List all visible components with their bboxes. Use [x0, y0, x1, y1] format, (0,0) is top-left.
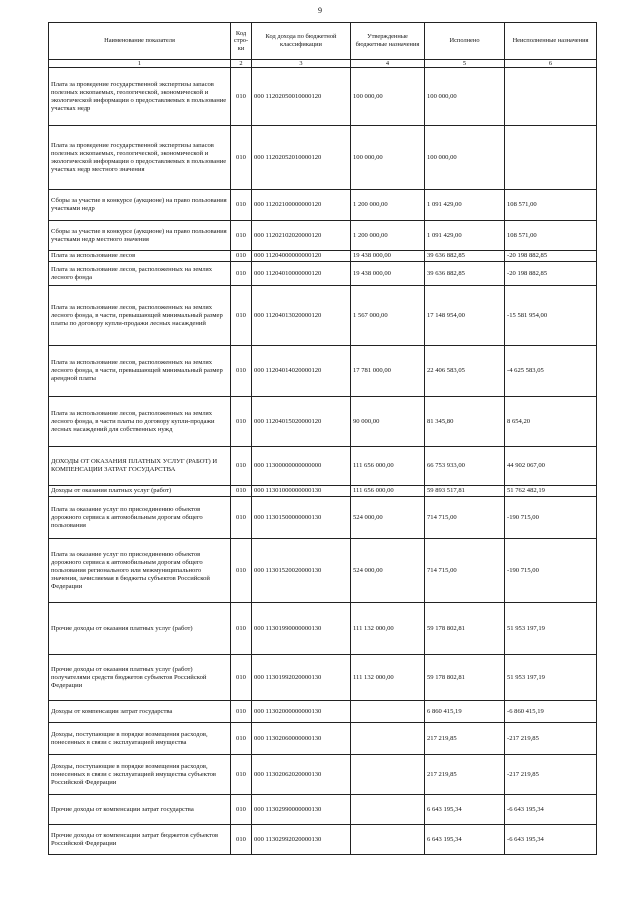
row-kbk: 000 11301500000000130	[252, 497, 351, 539]
row-unexecuted: -190 715,00	[505, 497, 597, 539]
row-code: 010	[231, 397, 252, 447]
row-kbk: 000 11300000000000000	[252, 447, 351, 486]
row-executed: 100 000,00	[425, 126, 505, 190]
row-unexecuted: -6 860 415,19	[505, 701, 597, 723]
row-executed: 6 860 415,19	[425, 701, 505, 723]
row-unexecuted: -6 643 195,34	[505, 795, 597, 825]
row-name: Доходы, поступающие в порядке возмещения расходов, понесенных в связи с эксплуатацией имущества субъектов Российской Федерации	[49, 755, 231, 795]
row-unexecuted: 8 654,20	[505, 397, 597, 447]
row-unexecuted: -217 219,85	[505, 723, 597, 755]
row-kbk: 000 11302990000000130	[252, 795, 351, 825]
row-unexecuted: 108 571,00	[505, 190, 597, 221]
row-kbk: 000 11302992020000130	[252, 825, 351, 855]
column-number: 2	[231, 60, 252, 68]
row-kbk: 000 11301990000000130	[252, 603, 351, 655]
row-unexecuted: 108 571,00	[505, 221, 597, 251]
row-code: 010	[231, 262, 252, 286]
row-executed: 81 345,80	[425, 397, 505, 447]
row-unexecuted: -20 198 882,85	[505, 262, 597, 286]
row-approved: 19 438 000,00	[351, 251, 425, 262]
row-approved: 111 132 000,00	[351, 603, 425, 655]
row-kbk: 000 11204014020000120	[252, 346, 351, 397]
column-number: 4	[351, 60, 425, 68]
row-name: ДОХОДЫ ОТ ОКАЗАНИЯ ПЛАТНЫХ УСЛУГ (РАБОТ) И КОМПЕНСАЦИИ ЗАТРАТ ГОСУДАРСТВА	[49, 447, 231, 486]
row-executed: 59 178 802,81	[425, 603, 505, 655]
row-executed: 217 219,85	[425, 723, 505, 755]
table-row	[49, 346, 597, 397]
table-row	[49, 539, 597, 603]
row-name: Плата за проведение государственной экспертизы запасов полезных ископаемых, геологической, экономической и экологической информации о предоставляемых в пользование участках недр	[49, 68, 231, 126]
row-executed: 59 893 517,81	[425, 486, 505, 497]
table-row	[49, 286, 597, 346]
row-unexecuted: -6 643 195,34	[505, 825, 597, 855]
row-kbk: 000 11204010000000120	[252, 262, 351, 286]
row-kbk: 000 11204000000000120	[252, 251, 351, 262]
column-number: 6	[505, 60, 597, 68]
row-executed: 714 715,00	[425, 539, 505, 603]
row-code: 010	[231, 251, 252, 262]
row-kbk: 000 11302062020000130	[252, 755, 351, 795]
row-code: 010	[231, 755, 252, 795]
table-row	[49, 723, 597, 755]
row-approved: 111 656 000,00	[351, 486, 425, 497]
row-code: 010	[231, 68, 252, 126]
row-unexecuted: 44 902 067,00	[505, 447, 597, 486]
row-unexecuted: -190 715,00	[505, 539, 597, 603]
table-row	[49, 221, 597, 251]
row-approved: 1 567 000,00	[351, 286, 425, 346]
row-code: 010	[231, 190, 252, 221]
row-executed: 17 148 954,00	[425, 286, 505, 346]
row-code: 010	[231, 539, 252, 603]
row-unexecuted: 51 953 197,19	[505, 655, 597, 701]
row-kbk: 000 11301000000000130	[252, 486, 351, 497]
row-name: Плата за оказание услуг по присоединению объектов дорожного сервиса к автомобильным дорогам общего пользования	[49, 497, 231, 539]
row-unexecuted	[505, 68, 597, 126]
row-executed: 1 091 429,00	[425, 221, 505, 251]
row-approved	[351, 701, 425, 723]
row-code: 010	[231, 723, 252, 755]
table-row	[49, 486, 597, 497]
row-approved	[351, 723, 425, 755]
row-code: 010	[231, 497, 252, 539]
row-approved	[351, 825, 425, 855]
row-approved	[351, 755, 425, 795]
row-name: Прочие доходы от оказания платных услуг (работ) получателями средств бюджетов субъектов Российской Федерации	[49, 655, 231, 701]
row-approved: 1 200 000,00	[351, 221, 425, 251]
table-row	[49, 701, 597, 723]
row-executed: 714 715,00	[425, 497, 505, 539]
row-name: Плата за использование лесов, расположенных на землях лесного фонда	[49, 262, 231, 286]
row-approved: 524 000,00	[351, 539, 425, 603]
row-approved: 111 656 000,00	[351, 447, 425, 486]
row-executed: 6 643 195,34	[425, 795, 505, 825]
table-row	[49, 251, 597, 262]
row-code: 010	[231, 701, 252, 723]
row-unexecuted: -20 198 882,85	[505, 251, 597, 262]
row-approved: 1 200 000,00	[351, 190, 425, 221]
row-kbk: 000 11204013020000120	[252, 286, 351, 346]
row-unexecuted	[505, 126, 597, 190]
row-code: 010	[231, 486, 252, 497]
row-name: Плата за использование лесов	[49, 251, 231, 262]
row-unexecuted: -4 625 583,05	[505, 346, 597, 397]
row-executed: 59 178 802,81	[425, 655, 505, 701]
table-row	[49, 447, 597, 486]
row-name: Доходы, поступающие в порядке возмещения расходов, понесенных в связи с эксплуатацией имущества	[49, 723, 231, 755]
row-approved: 17 781 000,00	[351, 346, 425, 397]
row-kbk: 000 11302000000000130	[252, 701, 351, 723]
row-approved: 100 000,00	[351, 68, 425, 126]
row-name: Прочие доходы от оказания платных услуг (работ)	[49, 603, 231, 655]
table-row	[49, 262, 597, 286]
row-kbk: 000 11202052010000120	[252, 126, 351, 190]
header-unexecuted: Неисполненные назначения	[505, 23, 597, 60]
row-kbk: 000 11202102020000120	[252, 221, 351, 251]
row-name: Доходы от компенсации затрат государства	[49, 701, 231, 723]
table-row	[49, 190, 597, 221]
row-unexecuted: 51 953 197,19	[505, 603, 597, 655]
row-name: Прочие доходы от компенсации затрат бюджетов субъектов Российской Федерации	[49, 825, 231, 855]
table-row	[49, 795, 597, 825]
row-unexecuted: 51 762 482,19	[505, 486, 597, 497]
row-approved: 111 132 000,00	[351, 655, 425, 701]
row-unexecuted: -15 581 954,00	[505, 286, 597, 346]
row-code: 010	[231, 655, 252, 701]
row-executed: 66 753 933,00	[425, 447, 505, 486]
page-number: 9	[318, 6, 322, 15]
header-code: Код стро-ки	[231, 23, 252, 60]
header-kbk: Код дохода по бюджетной классификации	[252, 23, 351, 60]
row-approved: 524 000,00	[351, 497, 425, 539]
row-name: Сборы за участие в конкурсе (аукционе) на право пользования участками недр местного значения	[49, 221, 231, 251]
row-executed: 100 000,00	[425, 68, 505, 126]
row-name: Плата за использование лесов, расположенных на землях лесного фонда, в части, превышающей минимальный размер арендной платы	[49, 346, 231, 397]
row-kbk: 000 11301992020000130	[252, 655, 351, 701]
row-code: 010	[231, 795, 252, 825]
column-number: 3	[252, 60, 351, 68]
row-code: 010	[231, 126, 252, 190]
row-executed: 217 219,85	[425, 755, 505, 795]
header-approved: Утвержденные бюджетные назначения	[351, 23, 425, 60]
table-row	[49, 603, 597, 655]
row-executed: 1 091 429,00	[425, 190, 505, 221]
row-code: 010	[231, 825, 252, 855]
row-kbk: 000 11301520020000130	[252, 539, 351, 603]
row-approved	[351, 795, 425, 825]
row-code: 010	[231, 286, 252, 346]
row-name: Плата за использование лесов, расположенных на землях лесного фонда, в части, превышающей минимальный размер платы по договору купли-продажи лесных насаждений	[49, 286, 231, 346]
row-approved: 90 000,00	[351, 397, 425, 447]
header-executed: Исполнено	[425, 23, 505, 60]
row-kbk: 000 11202100000000120	[252, 190, 351, 221]
row-name: Плата за проведение государственной экспертизы запасов полезных ископаемых, геологической, экономической и экологической информации о предоставляемых в пользование участках недр местного значения	[49, 126, 231, 190]
row-executed: 6 643 195,34	[425, 825, 505, 855]
row-kbk: 000 11302060000000130	[252, 723, 351, 755]
table-row	[49, 68, 597, 126]
row-name: Плата за использование лесов, расположенных на землях лесного фонда, в части платы по договору купли-продажи лесных насаждений для собственных нужд	[49, 397, 231, 447]
row-code: 010	[231, 447, 252, 486]
row-unexecuted: -217 219,85	[505, 755, 597, 795]
column-number: 1	[49, 60, 231, 68]
header-name: Наименование показателя	[49, 23, 231, 60]
table-row	[49, 397, 597, 447]
column-number: 5	[425, 60, 505, 68]
row-name: Прочие доходы от компенсации затрат государства	[49, 795, 231, 825]
row-approved: 100 000,00	[351, 126, 425, 190]
row-executed: 22 406 583,05	[425, 346, 505, 397]
table-row	[49, 825, 597, 855]
row-name: Плата за оказание услуг по присоединению объектов дорожного сервиса к автомобильным дорогам общего пользования регионального или межмуниципального значения, зачисляемая в бюджеты субъектов Российской Федерации	[49, 539, 231, 603]
row-executed: 39 636 882,85	[425, 262, 505, 286]
table-row	[49, 655, 597, 701]
table-row	[49, 755, 597, 795]
row-name: Сборы за участие в конкурсе (аукционе) на право пользования участками недр	[49, 190, 231, 221]
row-kbk: 000 11204015020000120	[252, 397, 351, 447]
row-code: 010	[231, 603, 252, 655]
table-row	[49, 126, 597, 190]
row-approved: 19 438 000,00	[351, 262, 425, 286]
revenue-report-table	[48, 22, 597, 855]
table-row	[49, 497, 597, 539]
row-name: Доходы от оказания платных услуг (работ)	[49, 486, 231, 497]
row-kbk: 000 11202050010000120	[252, 68, 351, 126]
row-code: 010	[231, 346, 252, 397]
row-executed: 39 636 882,85	[425, 251, 505, 262]
row-code: 010	[231, 221, 252, 251]
